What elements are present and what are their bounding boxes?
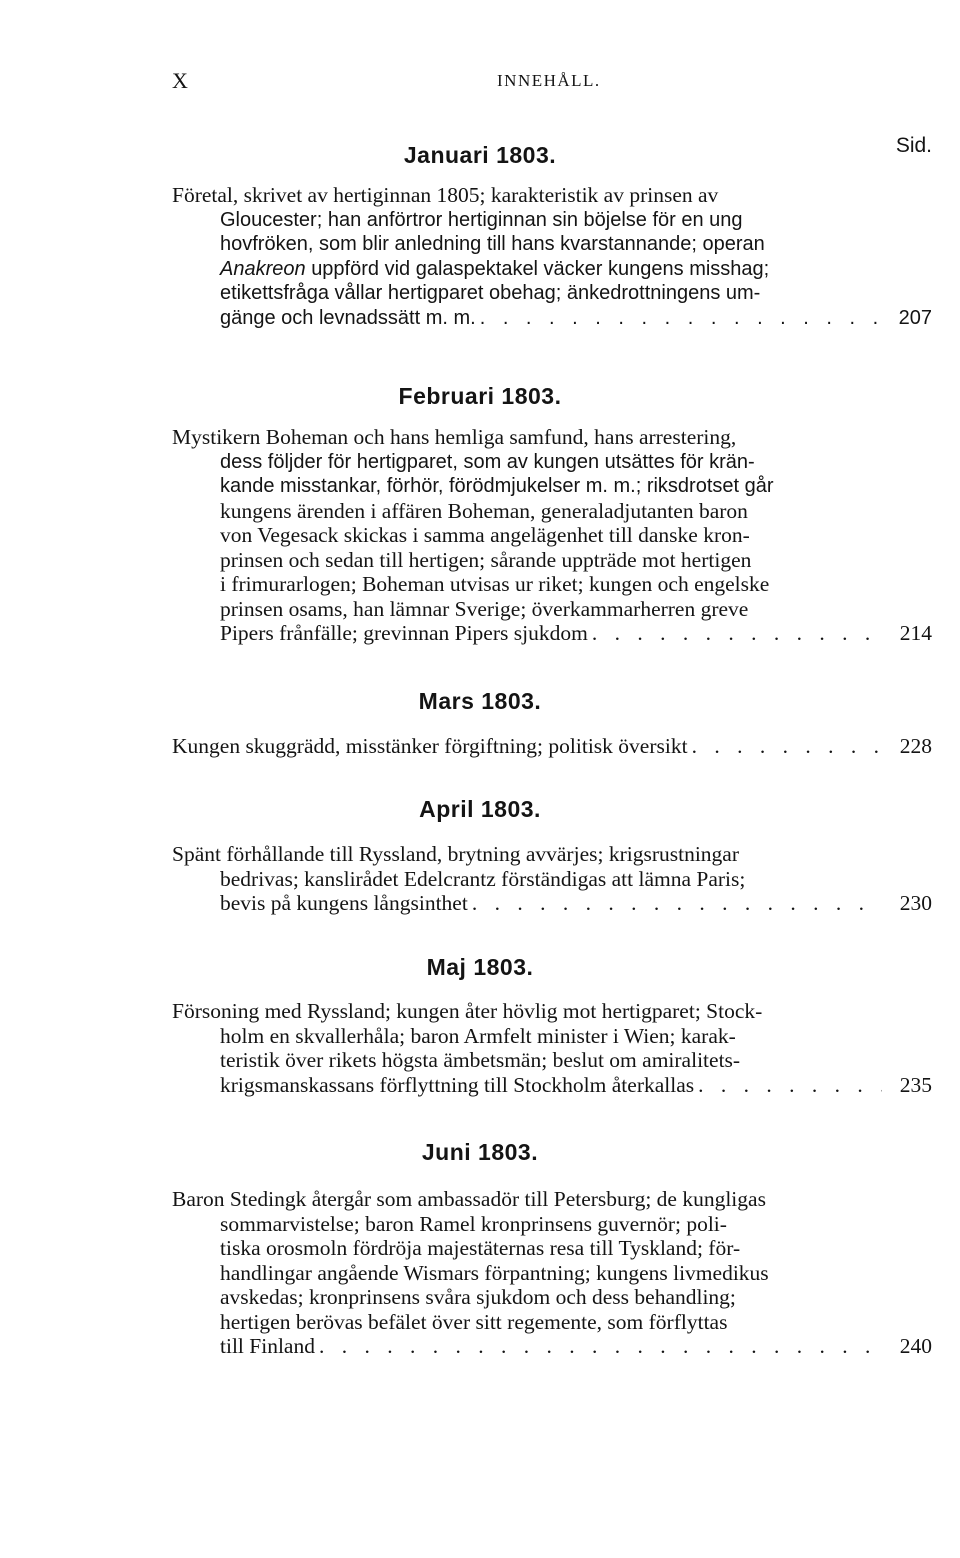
entry-line: Gloucester; han anförtror hertiginnan sin böjelse för en ung	[220, 208, 743, 231]
toc-entry-april	[172, 842, 932, 916]
toc-entry-januari	[172, 183, 932, 330]
toc-entry-februari	[172, 425, 932, 646]
page-column-label: Sid.	[895, 134, 932, 157]
dot-leader	[480, 306, 882, 331]
page-reference: 207	[898, 306, 932, 329]
entry-text: Pipers frånfälle; grevinnan Pipers sjukdom	[220, 621, 588, 645]
month-heading-maj: Maj 1803.	[426, 954, 534, 980]
running-title: INNEHÅLL.	[497, 71, 601, 90]
entry-line: prinsen osams, han lämnar Sverige; överkammarherren greve	[220, 596, 749, 621]
entry-line: dess följder för hertigparet, som av kungen utsättes för krän-	[220, 450, 755, 473]
entry-line: etikettsfråga vållar hertigparet obehag; änkedrottningens um-	[220, 282, 761, 304]
entry-text: gänge och levnadssätt m. m.	[220, 306, 476, 329]
page-reference: 235	[899, 1072, 932, 1097]
dot-leader	[698, 1073, 882, 1098]
entry-line: uppförd vid galaspektakel väcker kungens misshag;	[311, 257, 770, 280]
entry-line: prinsen och sedan till hertigen; sårande uppträde mot hertigen	[220, 547, 752, 572]
month-heading-februari: Februari 1803.	[398, 383, 562, 409]
entry-line: teristik över rikets högsta ämbetsmän; beslut om amiralitets-	[220, 1048, 741, 1072]
month-heading-april: April 1803.	[419, 796, 541, 822]
page-number: X	[172, 68, 189, 93]
entry-line: Baron Stedingk återgår som ambassadör till Petersburg; de kungligas	[172, 1187, 766, 1211]
entry-last-line	[172, 306, 932, 331]
entry-line: kungens ärenden i affären Boheman, generaladjutanten baron	[220, 498, 748, 523]
entry-line: von Vegesack skickas i samma angelägenhet till danske kron-	[220, 523, 750, 547]
entry-line: Försoning med Ryssland; kungen åter hövlig mot hertigparet; Stock-	[172, 999, 763, 1023]
dot-leader	[692, 734, 882, 759]
entry-line: handlingar angående Wismars förpantning; kungens livmedikus	[220, 1260, 769, 1285]
entry-text: bevis på kungens långsinthet	[220, 891, 468, 915]
page-reference: 230	[899, 891, 932, 915]
page-reference: 240	[899, 1334, 932, 1358]
toc-entry-juni	[172, 1187, 932, 1359]
entry-line: kande misstankar, förhör, förödmjukelser m. m.; riksdrotset går	[220, 475, 774, 497]
toc-entry-maj	[172, 999, 932, 1097]
entry-line: hertigen berövas befälet över sitt regemente, som förflyttas	[220, 1309, 728, 1334]
dot-leader	[472, 891, 882, 916]
entry-line: tiska orosmoln fördröja majestäternas resa till Tyskland; för-	[220, 1236, 741, 1260]
entry-line: holm en skvallerhåla; baron Armfelt minister i Wien; karak-	[220, 1023, 736, 1048]
entry-line: Företal, skrivet av hertiginnan 1805; karakteristik av prinsen av	[172, 183, 719, 207]
entry-last-line	[172, 621, 932, 646]
page-reference: 214	[899, 621, 932, 645]
month-heading-juni: Juni 1803.	[421, 1139, 539, 1165]
entry-last-line	[172, 1073, 932, 1098]
entry-last-line	[172, 1334, 932, 1359]
entry-line-with-italic	[172, 257, 932, 282]
month-heading-januari: Januari 1803.	[403, 142, 557, 168]
entry-line: i frimurarlogen; Boheman utvisas ur riket; kungen och engelske	[220, 572, 770, 596]
entry-line: hovfröken, som blir anledning till hans kvarstannande; operan	[220, 233, 765, 255]
toc-entry-mars	[172, 734, 932, 759]
entry-text: Kungen skuggrädd, misstänker förgiftning; politisk översikt	[172, 734, 688, 758]
month-heading-mars: Mars 1803.	[418, 688, 542, 714]
entry-line: avskedas; kronprinsens svåra sjukdom och dess behandling;	[220, 1285, 736, 1309]
entry-last-line	[172, 734, 932, 759]
dot-leader	[592, 621, 882, 646]
italic-title: Anakreon	[220, 257, 306, 280]
entry-line: sommarvistelse; baron Ramel kronprinsens guvernör; poli-	[220, 1211, 727, 1236]
dot-leader	[319, 1334, 882, 1359]
entry-line: Mystikern Boheman och hans hemliga samfund, hans arrestering,	[172, 425, 737, 449]
entry-text: till Finland	[220, 1334, 315, 1358]
entry-text: krigsmanskassans förflyttning till Stockholm återkallas	[220, 1072, 695, 1097]
page-reference: 228	[899, 734, 932, 758]
entry-last-line	[172, 891, 932, 916]
page-header	[172, 68, 932, 104]
entry-line: Spänt förhållande till Ryssland, brytning avvärjes; krigsrustningar	[172, 842, 739, 866]
entry-line: bedrivas; kanslirådet Edelcrantz förständigas att lämna Paris;	[220, 866, 746, 891]
